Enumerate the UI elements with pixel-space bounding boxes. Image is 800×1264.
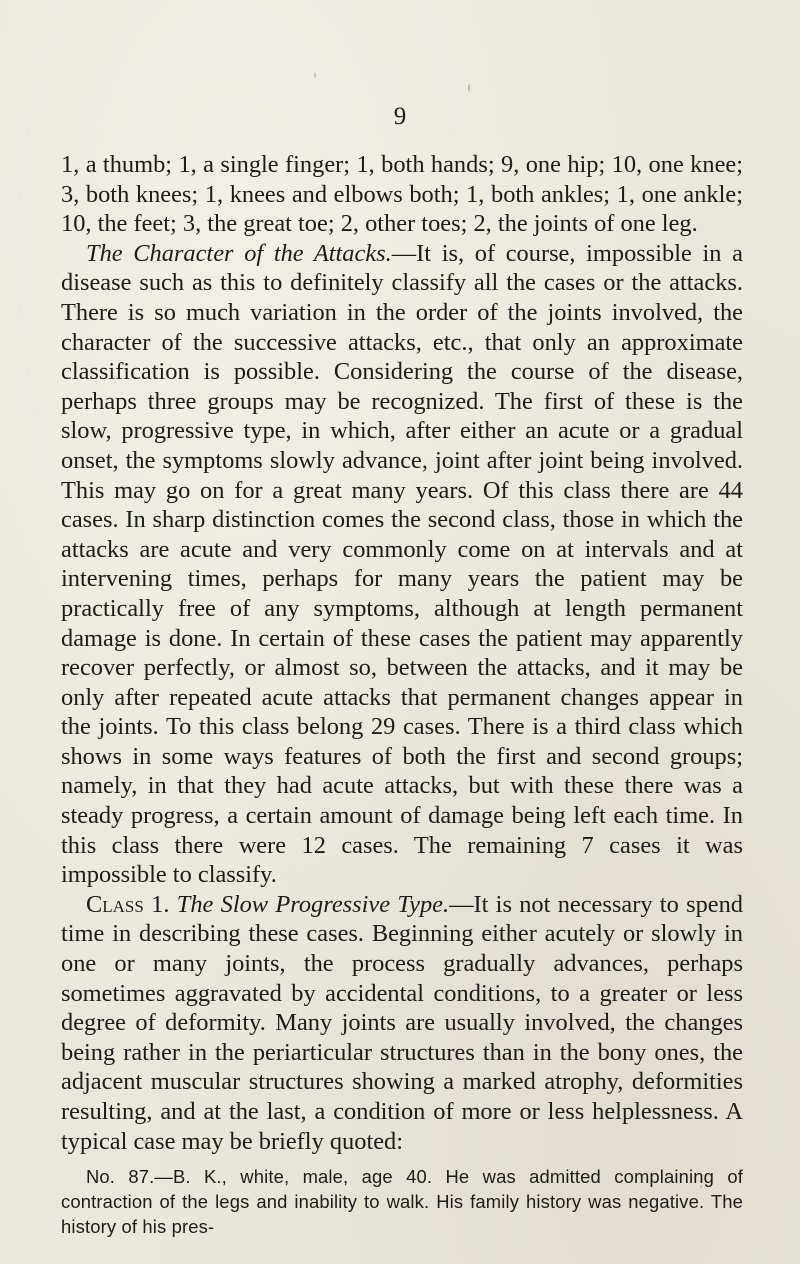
section-heading-character-of-attacks: The Character of the Attacks. — [86, 239, 392, 267]
class-label: Class 1. — [86, 890, 170, 918]
case-report — [61, 1164, 743, 1239]
paragraph-text: —It is not necessary to spend time in describing these cases. Beginning either acutely or slowly in one or many joints, the process gradually advances, perhaps sometimes aggravated by accidental conditions, to a greater or less degree of deformity. Many joints are usually involved, the changes being rather in the periarticular structures than in the bony ones, the adjacent muscular structures showing a marked atrophy, deformities resulting, and at the last, a condition of more or less helplessness. A typical case may be briefly quoted: — [61, 890, 743, 1155]
body-text — [61, 150, 743, 1239]
section-heading-slow-progressive-type: The Slow Progressive Type. — [176, 890, 450, 918]
paper-speck — [700, 1185, 702, 1188]
paragraph-text: —It is, of course, impossible in a disease such as this to definitely classify all the cases or the attacks. There is so much variation in the order of the joints involved, the character of the successive attacks, etc., that only an approximate classification is possible. Considering the course of the disease, perhaps three groups may be recognized. The first of these is the slow, progressive type, in which, after either an acute or a gradual onset, the symptoms slowly advance, joint after joint being involved. This may go on for a great many years. Of this class there are 44 cases. In sharp distinction comes the second class, those in which the attacks are acute and very commonly come on at intervals and at intervening times, perhaps for many years the patient may be practically free of any symptoms, although at length permanent damage is done. In certain of these cases the patient may apparently recover perfectly, or almost so, between the attacks, and it may be only after repeated acute attacks that permanent changes appear in the joints. To this class belong 29 cases. There is a third class which shows in some ways features of both the first and second groups; namely, in that they had acute attacks, but with these there was a steady progress, a certain amount of damage being left each time. In this class there were 12 cases. The remaining 7 cases it was impossible to classify. — [61, 239, 743, 889]
paragraph-character-of-attacks — [61, 239, 743, 890]
paper-speck — [314, 73, 316, 78]
paragraph-class-1 — [61, 890, 743, 1156]
case-report-text: No. 87.—B. K., white, male, age 40. He was admitted complaining of contraction of the legs and inability to walk. His family history was negative. The history of his pres- — [61, 1166, 743, 1238]
paper-speck — [144, 1140, 148, 1144]
paragraph-text: 1, a thumb; 1, a single finger; 1, both hands; 9, one hip; 10, one knee; 3, both knees; 1, knees and elbows both; 1, both ankles; 1, one ankle; 10, the feet; 3, the great toe; 2, other toes; 2, the joints of one leg. — [61, 151, 743, 238]
paragraph-joint-list — [61, 150, 743, 239]
paper-speck — [468, 84, 470, 92]
page-number: 9 — [393, 103, 407, 130]
